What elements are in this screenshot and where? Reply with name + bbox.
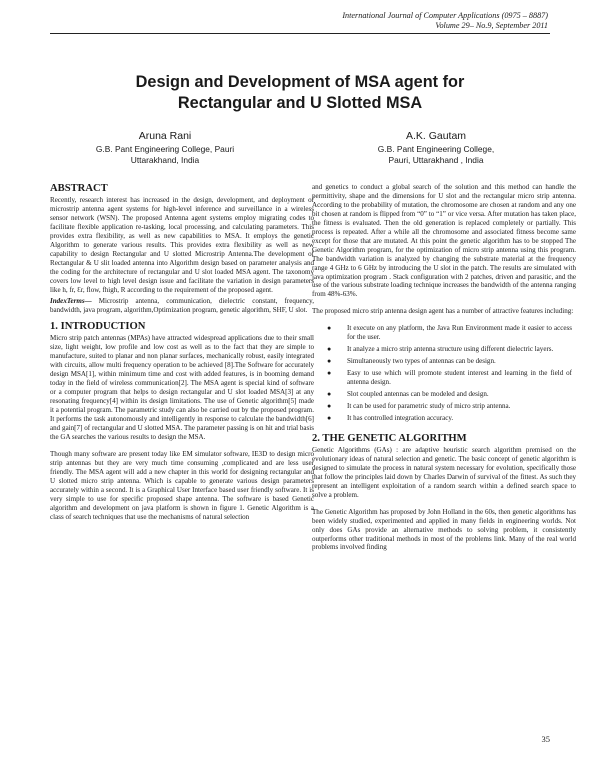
features-intro: The proposed micro strip antenna design agent has a number of attractive features including:	[312, 307, 574, 316]
ga-paragraph-2: The Genetic Algorithm has proposed by John Holland in the 60s, then genetic algorithms has been widely studied, experimented and applied in many fields in engineering worlds. Not only does GAs provide an alternative methods to solving problem, it consistently outperforms other traditional methods in most of the problems link. Many of the real world problems involved finding	[312, 507, 576, 552]
abstract-heading: ABSTRACT	[50, 183, 108, 194]
author-location: Pauri, Uttarakhand , India	[388, 155, 484, 165]
title-line-1: Design and Development of MSA agent for	[135, 73, 465, 91]
journal-volume: Volume 29– No.9, September 2011	[435, 21, 548, 30]
genetic-algorithm-heading: 2. THE GENETIC ALGORITHM	[312, 432, 467, 444]
list-item: ● It can be used for parametric study of micro strip antenna.	[327, 402, 511, 411]
abstract-text: Recently, research interest has increased in the design, development, and deployment of microstrip antenna agent systems for high-level inference and surveillance in a wireless sensor network (WSN). The proposed Antenna agent systems employ migrating codes to facilitate flexible application re-tasking, local processing, and calculating parameters. This provides extra flexibility, as well as new capabilities to MSA. It employs the genetic Algorithm to generate various results. This provides extra flexibility as well as new capability to design Rectangular and U slotted Microstrip Antenna.The development of Rectangular & U slit loaded antenna into Algorithm design based on parameter analysis and the coding for the architecture of rectangular and U slot loaded MSA agent. The taxonomy covers low level to high level design issue and facilitate the variation in design parameters like h, fr, Ɛr, flow, fhigh, R according to the requirement of the proposed agent.	[50, 196, 314, 294]
header-rule	[50, 33, 550, 34]
author-block-2	[316, 130, 556, 166]
author-affiliation: G.B. Pant Engineering College,	[377, 144, 495, 154]
author-name: Aruna Rani	[138, 130, 192, 142]
author-name: A.K. Gautam	[405, 130, 467, 142]
bullet-icon: ●	[327, 390, 332, 399]
intro-paragraph-2: Though many software are present today like EM simulator software, IE3D to design micro strip antennas but they are very much time consuming ,complicated and are less user friendly. The MSA agent will add a new chapter in this world for designing rectangular and U slotted micro strip antenna. Which is capable to generate various design parameters accurately within a second. It is a Graphical User Interface based user friendly software. It is very simple to use for specific proposed shape antenna. The software is based Genetic algorithm and development on java platform is shown in figure 1. Genetic Algorithm is a class of search techniques that use the mechanisms of natural selection	[50, 449, 314, 521]
author-affiliation: G.B. Pant Engineering College, Pauri	[95, 144, 235, 154]
index-terms-text: Microstrip antenna, communication, dielectric constant, frequency, bandwidth, java program, algorithm,Optimization program, genetic algorithm, SHF, U slot.	[50, 297, 314, 315]
list-item: ● It execute on any platform, the Java Run Environment made it easier to access for the user.	[327, 324, 572, 342]
list-item: ● Slot coupled antennas can be modeled and design.	[327, 390, 489, 399]
right-column	[312, 183, 576, 552]
bullet-icon: ●	[327, 413, 332, 422]
author-block-1	[45, 130, 285, 166]
journal-header	[342, 11, 548, 31]
bullet-icon: ●	[327, 357, 332, 366]
index-terms-label: IndexTerms—	[50, 297, 92, 306]
bullet-icon: ●	[327, 402, 332, 411]
intro-paragraph-1: Micro strip patch antennas (MPAs) have attracted widespread applications due to their small size, light weight, low profile and low cost as well as to the fact that they are simple to manufacture, suited to planar and non planar surfaces, mechanically robust, easily integrated with circuits, allow multi frequency operation to be achieved [8].The Software for accurately design MSA[1], within minimum time and cost with added features, is in booming demand today in the field of wireless communication[2]. The MSA agent is special kind of software or a computer program that helps to design rectangular and U slot loaded MSA[3] at any resonating frequency[4] within its design limitations. The use of Genetic algorithm[5] made it a potential program. The parametric study can also be carried out by the proposed program. It performs the task autonomously and intelligently in response to calculate the bandwidth[6] and gain[7] of rectangular and U slotted MSA. The parameter passing is on hit and trial basis the GA searches the various results to design the MSA.	[50, 334, 314, 441]
ga-continuation-paragraph: and genetics to conduct a global search of the solution and this method can handle the permittivity, shape and the dimensions for U slot and the rectangular micro strip antenna. According to the probability of mutation, the chromosome are chosen at random and any one bit chosen at random is flipped from “0” to “1” or vice versa. After mutation has taken place, the fitness is evaluated. Then the old generation is replaced completely or partially. This process is repeated. After a while all the chromosome and associated fitness become same except for those that are mutated. At this point the genetic algorithm has to be stopped The Genetic Algorithm program, for the optimization of micro strip antenna using this program. The bandwidth variation is analyzed by changing the substrate material at the frequency range 4 GHz to 6 GHz by introducing the U slot in the patch. The results are simulated with java optimization program . Stack configuration with 2 patches, driven and parasitic, and the use of the various substrate loading technique increases the bandwidth of the antenna ranging from 48%-63%.	[312, 183, 576, 299]
list-item: ● Easy to use which will promote student interest and learning in the field of antenna design.	[327, 369, 572, 387]
ga-paragraph-1: Genetic Algorithms (GAs) : are adaptive heuristic search algorithm premised on the evolutionary ideas of natural selection and genetic. The basic concept of genetic algorithm is designed to simulate the process in natural system necessary for evolution, specifically those that follow the principles laid down by Charles Darwin of survival of the fittest. As such they represent an intelligent exploitation of a random search within a defined search space to solve a problem.	[312, 445, 576, 499]
bullet-icon: ●	[327, 369, 332, 378]
introduction-heading: 1. INTRODUCTION	[50, 321, 146, 333]
bullet-icon: ●	[327, 324, 332, 333]
author-location: Uttarakhand, India	[130, 155, 200, 165]
bullet-icon: ●	[327, 345, 332, 354]
list-item: ● It analyze a micro strip antenna structure using different dielectric layers.	[327, 345, 554, 354]
list-item: ● Simultaneously two types of antennas can be design.	[327, 357, 496, 366]
paper-title	[40, 72, 560, 114]
left-column	[50, 183, 314, 521]
index-terms	[50, 297, 314, 315]
features-list	[312, 324, 576, 423]
list-item: ● It has controlled integration accuracy.	[327, 413, 454, 422]
title-line-2: Rectangular and U Slotted MSA	[177, 94, 423, 112]
page-number: 35	[541, 734, 550, 744]
journal-name: International Journal of Computer Applications (0975 – 8887)	[342, 11, 548, 20]
